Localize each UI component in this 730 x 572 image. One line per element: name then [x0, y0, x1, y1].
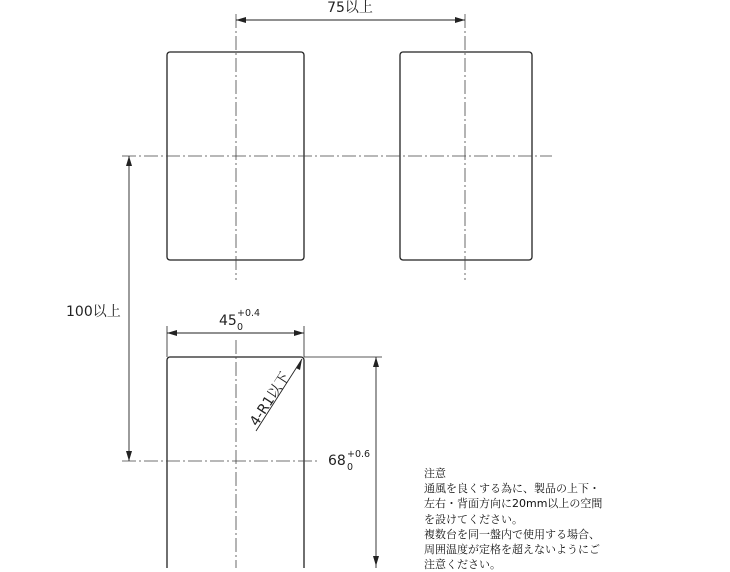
note-line: を設けてください。 — [424, 512, 523, 526]
cutout-width-tol-upper: +0.4 — [237, 308, 261, 319]
note-line: 注意ください。 — [424, 558, 501, 572]
note-line: 通風を良くする為に、製品の上下・ — [424, 482, 600, 496]
dimension-pitch-horizontal — [236, 0, 465, 23]
note-title: 注意 — [424, 467, 446, 480]
note-block — [424, 466, 724, 572]
note-line: 左右・背面方向に20mm以上の空間 — [424, 497, 603, 511]
corner-radius-leader — [247, 359, 302, 431]
cutout-width-tol-lower: 0 — [237, 322, 244, 333]
note-line: 複数台を同一盤内で使用する場合、 — [424, 527, 600, 541]
cutout-height-tol-lower: 0 — [347, 462, 354, 473]
pitch-vertical-label: 100以上 — [66, 304, 121, 320]
cutout-height-tol-upper: +0.6 — [347, 449, 371, 460]
dimension-cutout-height — [304, 357, 382, 568]
dimension-cutout-width — [167, 308, 304, 357]
dimension-pitch-vertical — [66, 156, 132, 461]
pitch-horizontal-label: 75以上 — [327, 0, 373, 16]
cutout-height-value: 68 — [328, 453, 346, 469]
corner-radius-label: 4-R1以下 — [246, 369, 294, 430]
note-line: 周囲温度が定格を超えないようにご — [424, 543, 600, 557]
cutout-width-value: 45 — [219, 313, 237, 329]
